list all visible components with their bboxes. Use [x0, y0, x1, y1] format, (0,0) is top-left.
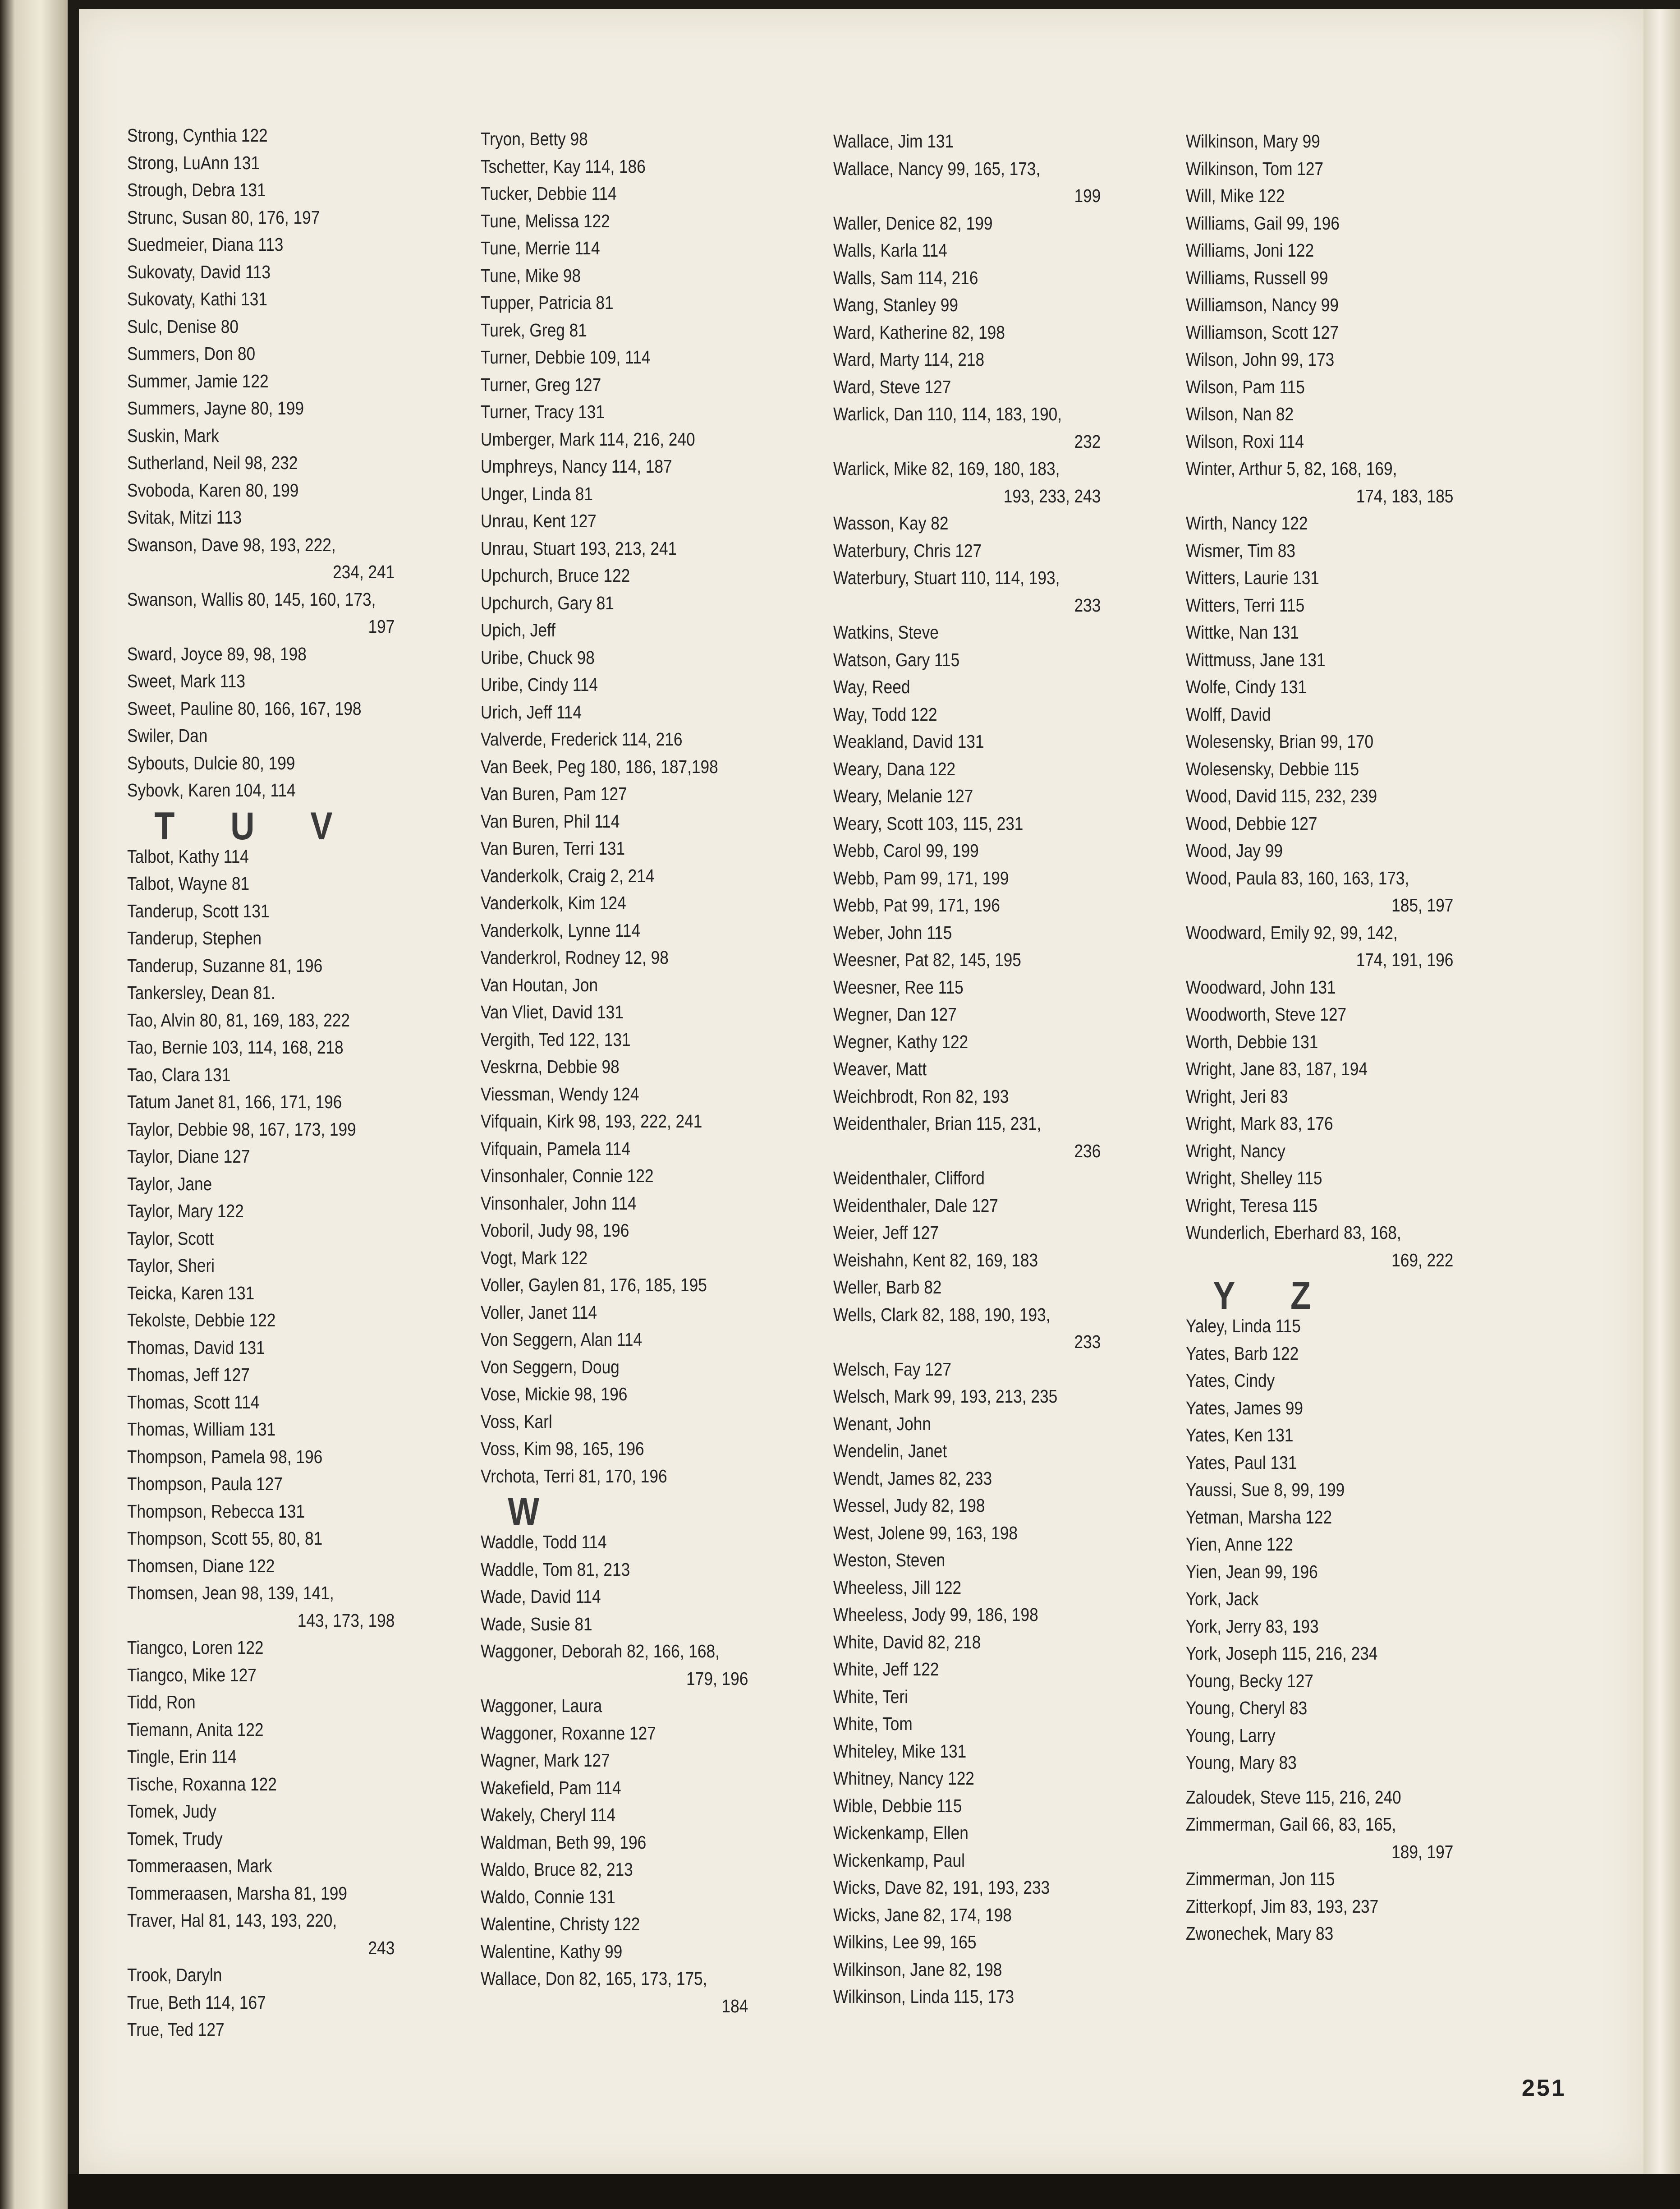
index-entry: Wood, David 115, 232, 239: [1186, 786, 1377, 806]
index-entry: Tingle, Erin 114: [127, 1746, 237, 1767]
index-entry: Thomas, William 131: [127, 1419, 276, 1440]
index-entry: Turner, Tracy 131: [481, 401, 605, 422]
index-entry: Sward, Joyce 89, 98, 198: [127, 643, 307, 664]
index-entry: Wright, Teresa 115: [1186, 1195, 1318, 1216]
index-entry: Wunderlich, Eberhard 83, 168,: [1186, 1222, 1401, 1243]
index-entry: York, Jerry 83, 193: [1186, 1615, 1319, 1637]
index-entry: Sutherland, Neil 98, 232: [127, 452, 298, 473]
index-entry: Wilkins, Lee 99, 165: [833, 1932, 977, 1952]
index-entry-continuation: 143, 173, 198: [297, 1610, 395, 1631]
section-letter-heading: Y Z: [1213, 1274, 1334, 1317]
index-entry-continuation: 197: [368, 616, 395, 637]
index-entry: Williams, Gail 99, 196: [1186, 212, 1340, 234]
index-entry: Walentine, Kathy 99: [481, 1941, 623, 1962]
index-entry: Wismer, Tim 83: [1186, 540, 1295, 561]
index-entry: Thomas, David 131: [127, 1337, 265, 1358]
index-entry: Worth, Debbie 131: [1186, 1031, 1318, 1052]
index-entry: Waggoner, Deborah 82, 166, 168,: [481, 1641, 720, 1661]
index-entry: Waddle, Todd 114: [481, 1532, 607, 1552]
index-entry: Strong, LuAnn 131: [127, 152, 260, 173]
index-entry: Taylor, Mary 122: [127, 1201, 244, 1221]
index-entry: Tao, Clara 131: [127, 1064, 231, 1085]
index-entry: Valverde, Frederick 114, 216: [481, 729, 683, 750]
index-entry: Zwonechek, Mary 83: [1186, 1923, 1334, 1944]
index-entry: Sweet, Mark 113: [127, 671, 245, 691]
index-entry: Viessman, Wendy 124: [481, 1083, 639, 1104]
index-entry: Strunc, Susan 80, 176, 197: [127, 207, 320, 228]
index-entry: Vifquain, Pamela 114: [481, 1138, 630, 1159]
index-entry: Sukovaty, Kathi 131: [127, 289, 268, 309]
index-entry: Turner, Debbie 109, 114: [481, 347, 651, 368]
index-entry: Warlick, Mike 82, 169, 180, 183,: [833, 458, 1060, 479]
index-entry: Ward, Marty 114, 218: [833, 349, 985, 370]
index-entry: Ward, Katherine 82, 198: [833, 322, 1005, 343]
index-entry: Wirth, Nancy 122: [1186, 513, 1308, 534]
index-entry: Tune, Melissa 122: [481, 210, 610, 231]
index-entry: Whitney, Nancy 122: [833, 1768, 974, 1789]
index-entry-continuation: 234, 241: [333, 561, 395, 582]
index-entry: Way, Todd 122: [833, 704, 937, 725]
index-entry: Yates, Ken 131: [1186, 1425, 1294, 1445]
index-entry: Wright, Shelley 115: [1186, 1168, 1322, 1188]
index-entry-continuation: 189, 197: [1391, 1841, 1454, 1862]
index-entry: Williams, Russell 99: [1186, 267, 1328, 288]
index-entry: Tschetter, Kay 114, 186: [481, 156, 646, 177]
index-entry: Waller, Denice 82, 199: [833, 212, 993, 234]
index-entry: Svitak, Mitzi 113: [127, 507, 242, 528]
index-entry: Weston, Steven: [833, 1550, 946, 1570]
index-entry: Walls, Karla 114: [833, 240, 947, 261]
index-column-2: [481, 125, 764, 2020]
index-entry: Thomsen, Jean 98, 139, 141,: [127, 1583, 334, 1603]
index-entry-continuation: 236: [1074, 1140, 1101, 1161]
index-entry: Taylor, Scott: [127, 1228, 214, 1249]
index-column-1: [127, 122, 410, 2043]
index-entry: Summer, Jamie 122: [127, 370, 269, 391]
index-entry: Weary, Scott 103, 115, 231: [833, 813, 1024, 834]
index-entry: Walentine, Christy 122: [481, 1914, 640, 1934]
index-entry: Wegner, Kathy 122: [833, 1031, 969, 1052]
index-entry: Taylor, Sheri: [127, 1255, 215, 1276]
index-entry: Tucker, Debbie 114: [481, 183, 617, 204]
page-edge-right: [1643, 9, 1680, 2183]
index-entry: Thompson, Rebecca 131: [127, 1500, 305, 1522]
section-letter-heading: W: [508, 1490, 563, 1533]
index-entry: Uribe, Chuck 98: [481, 647, 595, 668]
index-entry: Svoboda, Karen 80, 199: [127, 479, 299, 501]
index-entry: Turner, Greg 127: [481, 374, 601, 395]
index-entry: Taylor, Diane 127: [127, 1146, 250, 1167]
index-entry: Swiler, Dan: [127, 725, 208, 746]
index-entry: Wilkinson, Jane 82, 198: [833, 1959, 1002, 1980]
index-entry: Tatum Janet 81, 166, 171, 196: [127, 1091, 342, 1112]
index-entry: Trook, Daryln: [127, 1965, 222, 1985]
index-entry: Weidenthaler, Brian 115, 231,: [833, 1113, 1042, 1134]
index-entry: Strough, Debra 131: [127, 179, 266, 200]
index-entry: Tankersley, Dean 81.: [127, 982, 275, 1003]
index-entry: Welsch, Fay 127: [833, 1358, 951, 1380]
index-entry: Voss, Karl: [481, 1411, 552, 1432]
index-entry: Vanderkolk, Craig 2, 214: [481, 865, 655, 886]
index-entry: Wallace, Jim 131: [833, 131, 954, 152]
index-entry: Van Beek, Peg 180, 186, 187,198: [481, 756, 718, 777]
index-entry: Weary, Dana 122: [833, 758, 956, 779]
index-entry: Tune, Mike 98: [481, 265, 581, 286]
index-entry: Wallace, Don 82, 165, 173, 175,: [481, 1968, 707, 1989]
index-entry: Wolesensky, Brian 99, 170: [1186, 731, 1374, 752]
index-entry-continuation: 174, 183, 185: [1356, 485, 1454, 506]
index-entry: Tommeraasen, Mark: [127, 1855, 272, 1876]
index-entry: Wickenkamp, Ellen: [833, 1822, 969, 1843]
index-entry: White, Tom: [833, 1713, 913, 1734]
index-entry: Weichbrodt, Ron 82, 193: [833, 1086, 1009, 1107]
index-entry: Tomek, Judy: [127, 1801, 216, 1822]
index-entry: Waggoner, Roxanne 127: [481, 1722, 656, 1744]
index-entry: Yates, James 99: [1186, 1397, 1304, 1418]
index-entry: Vanderkolk, Kim 124: [481, 893, 626, 913]
index-entry: Talbot, Wayne 81: [127, 873, 250, 894]
index-entry: Tomek, Trudy: [127, 1828, 223, 1849]
index-entry: Young, Mary 83: [1186, 1752, 1297, 1773]
index-entry: Vanderkolk, Lynne 114: [481, 920, 641, 941]
index-entry: Weller, Barb 82: [833, 1277, 942, 1298]
index-entry: Tische, Roxanna 122: [127, 1773, 277, 1795]
index-entry: Wheeless, Jody 99, 186, 198: [833, 1604, 1038, 1625]
index-entry: Umberger, Mark 114, 216, 240: [481, 428, 695, 450]
index-entry: Tiemann, Anita 122: [127, 1719, 264, 1740]
section-letter-heading: T U V: [154, 804, 356, 848]
index-entry-continuation: 193, 233, 243: [1003, 485, 1101, 506]
index-entry: Voboril, Judy 98, 196: [481, 1220, 629, 1241]
index-entry: Zimmerman, Gail 66, 83, 165,: [1186, 1814, 1396, 1835]
index-entry: Weary, Melanie 127: [833, 786, 973, 806]
index-entry: Wood, Debbie 127: [1186, 813, 1317, 834]
index-entry: Yates, Barb 122: [1186, 1343, 1299, 1364]
index-entry: Weesner, Ree 115: [833, 976, 964, 998]
index-entry: Wang, Stanley 99: [833, 295, 959, 315]
index-entry: Wallace, Nancy 99, 165, 173,: [833, 158, 1041, 179]
index-entry: Von Seggern, Doug: [481, 1356, 620, 1377]
index-column-4: [1186, 128, 1469, 1947]
index-entry: West, Jolene 99, 163, 198: [833, 1522, 1018, 1543]
index-entry: Williamson, Nancy 99: [1186, 295, 1339, 315]
index-entry: Wible, Debbie 115: [833, 1795, 962, 1816]
index-entry: Summers, Jayne 80, 199: [127, 398, 304, 419]
index-entry: Wittmuss, Jane 131: [1186, 649, 1326, 670]
index-entry-continuation: 174, 191, 196: [1356, 949, 1454, 970]
index-entry: Sybouts, Dulcie 80, 199: [127, 752, 295, 773]
index-entry: Webb, Pam 99, 171, 199: [833, 867, 1009, 888]
index-entry: Woodward, Emily 92, 99, 142,: [1186, 922, 1398, 943]
index-entry: Vose, Mickie 98, 196: [481, 1384, 628, 1404]
index-entry: Thompson, Scott 55, 80, 81: [127, 1528, 323, 1549]
index-entry: Vinsonhaler, John 114: [481, 1192, 637, 1214]
index-entry: York, Jack: [1186, 1588, 1259, 1609]
index-entry: Yates, Paul 131: [1186, 1452, 1297, 1473]
index-entry: Waterbury, Chris 127: [833, 540, 982, 561]
index-entry: Upchurch, Gary 81: [481, 592, 614, 613]
index-entry: Watson, Gary 115: [833, 649, 960, 670]
index-entry-continuation: 199: [1074, 185, 1101, 206]
index-entry: Waggoner, Laura: [481, 1695, 602, 1716]
index-entry: Wilson, John 99, 173: [1186, 349, 1335, 370]
index-entry: Vanderkrol, Rodney 12, 98: [481, 947, 669, 968]
index-entry: Suskin, Mark: [127, 425, 219, 446]
index-entry: Way, Reed: [833, 677, 910, 697]
index-entry: Wagner, Mark 127: [481, 1750, 610, 1771]
index-entry: Wheeless, Jill 122: [833, 1577, 962, 1598]
index-entry: Wright, Jeri 83: [1186, 1086, 1288, 1107]
index-entry: Sybovk, Karen 104, 114: [127, 780, 296, 801]
index-entry: Talbot, Kathy 114: [127, 846, 249, 867]
index-entry: Van Buren, Terri 131: [481, 838, 625, 859]
index-entry: Tao, Alvin 80, 81, 169, 183, 222: [127, 1009, 350, 1031]
index-entry: Van Vliet, David 131: [481, 1002, 624, 1022]
index-entry: Young, Cheryl 83: [1186, 1698, 1308, 1718]
index-entry: Sukovaty, David 113: [127, 261, 271, 282]
index-entry: Will, Mike 122: [1186, 185, 1285, 206]
index-entry: Wicks, Dave 82, 191, 193, 233: [833, 1877, 1050, 1898]
index-entry: Wilson, Pam 115: [1186, 376, 1305, 397]
page-number: 251: [1522, 2075, 1566, 2101]
index-entry: Welsch, Mark 99, 193, 213, 235: [833, 1386, 1058, 1407]
index-entry: Turek, Greg 81: [481, 319, 587, 341]
index-entry: Unrau, Stuart 193, 213, 241: [481, 538, 677, 559]
index-entry: Zitterkopf, Jim 83, 193, 237: [1186, 1896, 1379, 1917]
index-entry: Tanderup, Stephen: [127, 928, 262, 948]
index-entry: Wood, Paula 83, 160, 163, 173,: [1186, 867, 1409, 888]
index-entry: Wood, Jay 99: [1186, 840, 1283, 861]
index-entry-continuation: 243: [368, 1937, 395, 1958]
index-entry: Wenant, John: [833, 1413, 931, 1434]
index-entry: Urich, Jeff 114: [481, 701, 582, 723]
index-entry: Suedmeier, Diana 113: [127, 234, 284, 255]
index-entry: Summers, Don 80: [127, 343, 256, 364]
index-entry: Veskrna, Debbie 98: [481, 1056, 620, 1077]
index-entry: Waddle, Tom 81, 213: [481, 1559, 630, 1580]
index-entry: Williams, Joni 122: [1186, 240, 1314, 261]
index-entry: Webb, Carol 99, 199: [833, 840, 979, 861]
index-entry: Thomsen, Diane 122: [127, 1555, 275, 1576]
index-entry: Weber, John 115: [833, 922, 952, 943]
index-entry: Wilson, Nan 82: [1186, 404, 1294, 424]
index-entry: Young, Becky 127: [1186, 1670, 1313, 1691]
index-entry: Williamson, Scott 127: [1186, 322, 1339, 343]
index-entry: Whiteley, Mike 131: [833, 1740, 967, 1762]
index-entry: Weesner, Pat 82, 145, 195: [833, 949, 1021, 970]
index-entry: Wakefield, Pam 114: [481, 1777, 621, 1798]
index-entry: White, Teri: [833, 1686, 908, 1707]
index-entry: True, Beth 114, 167: [127, 1992, 266, 2013]
index-entry: Umphreys, Nancy 114, 187: [481, 456, 672, 477]
section-spacer: [1186, 1776, 1469, 1784]
index-entry: Taylor, Jane: [127, 1173, 212, 1194]
index-entry: Waldman, Beth 99, 196: [481, 1832, 647, 1853]
index-entry: Unger, Linda 81: [481, 483, 593, 504]
index-entry: Upchurch, Bruce 122: [481, 565, 630, 586]
index-entry: Wicks, Jane 82, 174, 198: [833, 1904, 1012, 1925]
index-entry: Wilkinson, Linda 115, 173: [833, 1986, 1014, 2007]
index-entry: Thomas, Scott 114: [127, 1391, 260, 1413]
index-entry: Wolfe, Cindy 131: [1186, 677, 1307, 697]
index-entry: Thompson, Pamela 98, 196: [127, 1446, 323, 1467]
index-entry: Walls, Sam 114, 216: [833, 267, 978, 288]
index-entry: York, Joseph 115, 216, 234: [1186, 1643, 1378, 1664]
index-entry-continuation: 179, 196: [686, 1668, 748, 1689]
index-entry-continuation: 184: [721, 1995, 748, 2016]
page-bottom-shadow: [68, 2174, 1680, 2209]
index-column-3: [833, 128, 1116, 2011]
index-entry: Thompson, Paula 127: [127, 1473, 283, 1494]
index-entry: Wessel, Judy 82, 198: [833, 1495, 985, 1516]
index-entry: Wilkinson, Tom 127: [1186, 158, 1324, 179]
index-entry: Wakely, Cheryl 114: [481, 1804, 616, 1825]
index-entry: Warlick, Dan 110, 114, 183, 190,: [833, 404, 1062, 424]
index-entry: Upich, Jeff: [481, 620, 555, 640]
index-entry: Winter, Arthur 5, 82, 168, 169,: [1186, 458, 1397, 479]
index-entry: Wilkinson, Mary 99: [1186, 131, 1320, 152]
index-entry: Yates, Cindy: [1186, 1370, 1275, 1391]
index-entry: Zaloudek, Steve 115, 216, 240: [1186, 1786, 1401, 1808]
index-entry: Vifquain, Kirk 98, 193, 222, 241: [481, 1111, 702, 1132]
index-entry: Sweet, Pauline 80, 166, 167, 198: [127, 698, 362, 719]
index-entry: Teicka, Karen 131: [127, 1282, 255, 1303]
index-entry: Woodworth, Steve 127: [1186, 1004, 1347, 1025]
index-entry: Yien, Anne 122: [1186, 1534, 1293, 1555]
index-entry: Wade, Susie 81: [481, 1613, 592, 1634]
index-entry: Wendelin, Janet: [833, 1440, 947, 1461]
index-entry: Wright, Nancy: [1186, 1140, 1285, 1161]
index-entry: Wright, Mark 83, 176: [1186, 1113, 1333, 1134]
index-entry: Wolff, David: [1186, 704, 1271, 725]
index-entry: Thomas, Jeff 127: [127, 1364, 250, 1385]
index-entry: Wasson, Kay 82: [833, 513, 949, 534]
index-entry: Wegner, Dan 127: [833, 1004, 957, 1025]
book-spine-left: [0, 0, 68, 2209]
index-entry: Wickenkamp, Paul: [833, 1850, 965, 1871]
index-entry: Tanderup, Scott 131: [127, 900, 270, 921]
index-entry: Wittke, Nan 131: [1186, 622, 1299, 643]
index-entry: Tryon, Betty 98: [481, 129, 588, 149]
index-entry-continuation: 169, 222: [1391, 1249, 1454, 1270]
index-entry: Yaley, Linda 115: [1186, 1316, 1301, 1336]
index-entry: Weishahn, Kent 82, 169, 183: [833, 1249, 1038, 1270]
index-entry: Vrchota, Terri 81, 170, 196: [481, 1465, 667, 1486]
index-entry: Woodward, John 131: [1186, 976, 1336, 998]
index-entry: Traver, Hal 81, 143, 193, 220,: [127, 1910, 337, 1931]
index-entry: Yetman, Marsha 122: [1186, 1506, 1332, 1528]
index-entry: Unrau, Kent 127: [481, 511, 597, 531]
index-entry: Waldo, Connie 131: [481, 1886, 615, 1907]
index-entry: Vogt, Mark 122: [481, 1247, 588, 1268]
index-entry: Watkins, Steve: [833, 622, 939, 643]
index-entry: Von Seggern, Alan 114: [481, 1329, 643, 1350]
index-entry: Swanson, Dave 98, 193, 222,: [127, 534, 336, 555]
index-entry: Voller, Janet 114: [481, 1302, 597, 1323]
index-entry: Van Buren, Phil 114: [481, 810, 620, 832]
index-entry: Sulc, Denise 80: [127, 316, 239, 337]
index-entry: Weakland, David 131: [833, 731, 984, 752]
index-entry: Strong, Cynthia 122: [127, 125, 268, 146]
index-entry: True, Ted 127: [127, 2019, 225, 2040]
index-entry-continuation: 185, 197: [1391, 895, 1454, 916]
index-entry: Weidenthaler, Clifford: [833, 1168, 985, 1188]
index-entry: Voller, Gaylen 81, 176, 185, 195: [481, 1275, 707, 1295]
index-entry: Young, Larry: [1186, 1725, 1276, 1746]
index-entry: Taylor, Debbie 98, 167, 173, 199: [127, 1118, 356, 1140]
index-entry: Uribe, Cindy 114: [481, 674, 598, 695]
index-entry: Weier, Jeff 127: [833, 1222, 939, 1243]
index-entry: Wendt, James 82, 233: [833, 1468, 992, 1489]
index-entry: Weidenthaler, Dale 127: [833, 1195, 998, 1216]
index-entry: Swanson, Wallis 80, 145, 160, 173,: [127, 589, 376, 610]
index-entry: Tommeraasen, Marsha 81, 199: [127, 1882, 348, 1904]
index-entry: Wells, Clark 82, 188, 190, 193,: [833, 1304, 1051, 1325]
index-entry: Wright, Jane 83, 187, 194: [1186, 1058, 1368, 1079]
index-entry: Wade, David 114: [481, 1586, 601, 1607]
index-entry: Vinsonhaler, Connie 122: [481, 1165, 654, 1186]
index-entry: Van Buren, Pam 127: [481, 783, 627, 804]
index-entry: Waldo, Bruce 82, 213: [481, 1859, 633, 1880]
index-entry: Tiangco, Loren 122: [127, 1637, 264, 1658]
index-entry: Tupper, Patricia 81: [481, 292, 614, 313]
index-entry: Ward, Steve 127: [833, 376, 951, 397]
index-entry: Tune, Merrie 114: [481, 238, 600, 258]
index-entry: Voss, Kim 98, 165, 196: [481, 1438, 644, 1459]
index-entry: Tekolste, Debbie 122: [127, 1310, 276, 1330]
index-entry: Witters, Laurie 131: [1186, 567, 1319, 588]
index-entry: Witters, Terri 115: [1186, 594, 1305, 616]
index-entry: Weaver, Matt: [833, 1058, 927, 1079]
index-entry: Vergith, Ted 122, 131: [481, 1029, 631, 1050]
index-entry: Webb, Pat 99, 171, 196: [833, 895, 1000, 916]
index-entry: Tidd, Ron: [127, 1692, 196, 1712]
index-entry: Tanderup, Suzanne 81, 196: [127, 955, 323, 976]
index-entry: Waterbury, Stuart 110, 114, 193,: [833, 567, 1060, 588]
index-entry: White, David 82, 218: [833, 1631, 981, 1652]
index-entry-continuation: 232: [1074, 431, 1101, 452]
index-entry-continuation: 233: [1074, 1331, 1101, 1352]
index-entry: Tiangco, Mike 127: [127, 1664, 257, 1685]
index-entry: Van Houtan, Jon: [481, 974, 598, 995]
index-entry: Wolesensky, Debbie 115: [1186, 758, 1359, 779]
index-entry: Zimmerman, Jon 115: [1186, 1868, 1335, 1889]
index-entry: Tao, Bernie 103, 114, 168, 218: [127, 1037, 344, 1058]
index-entry: Wilson, Roxi 114: [1186, 431, 1304, 452]
index-entry-continuation: 233: [1074, 594, 1101, 616]
index-entry: White, Jeff 122: [833, 1659, 939, 1680]
index-entry: Yaussi, Sue 8, 99, 199: [1186, 1479, 1345, 1500]
index-entry: Yien, Jean 99, 196: [1186, 1561, 1318, 1582]
